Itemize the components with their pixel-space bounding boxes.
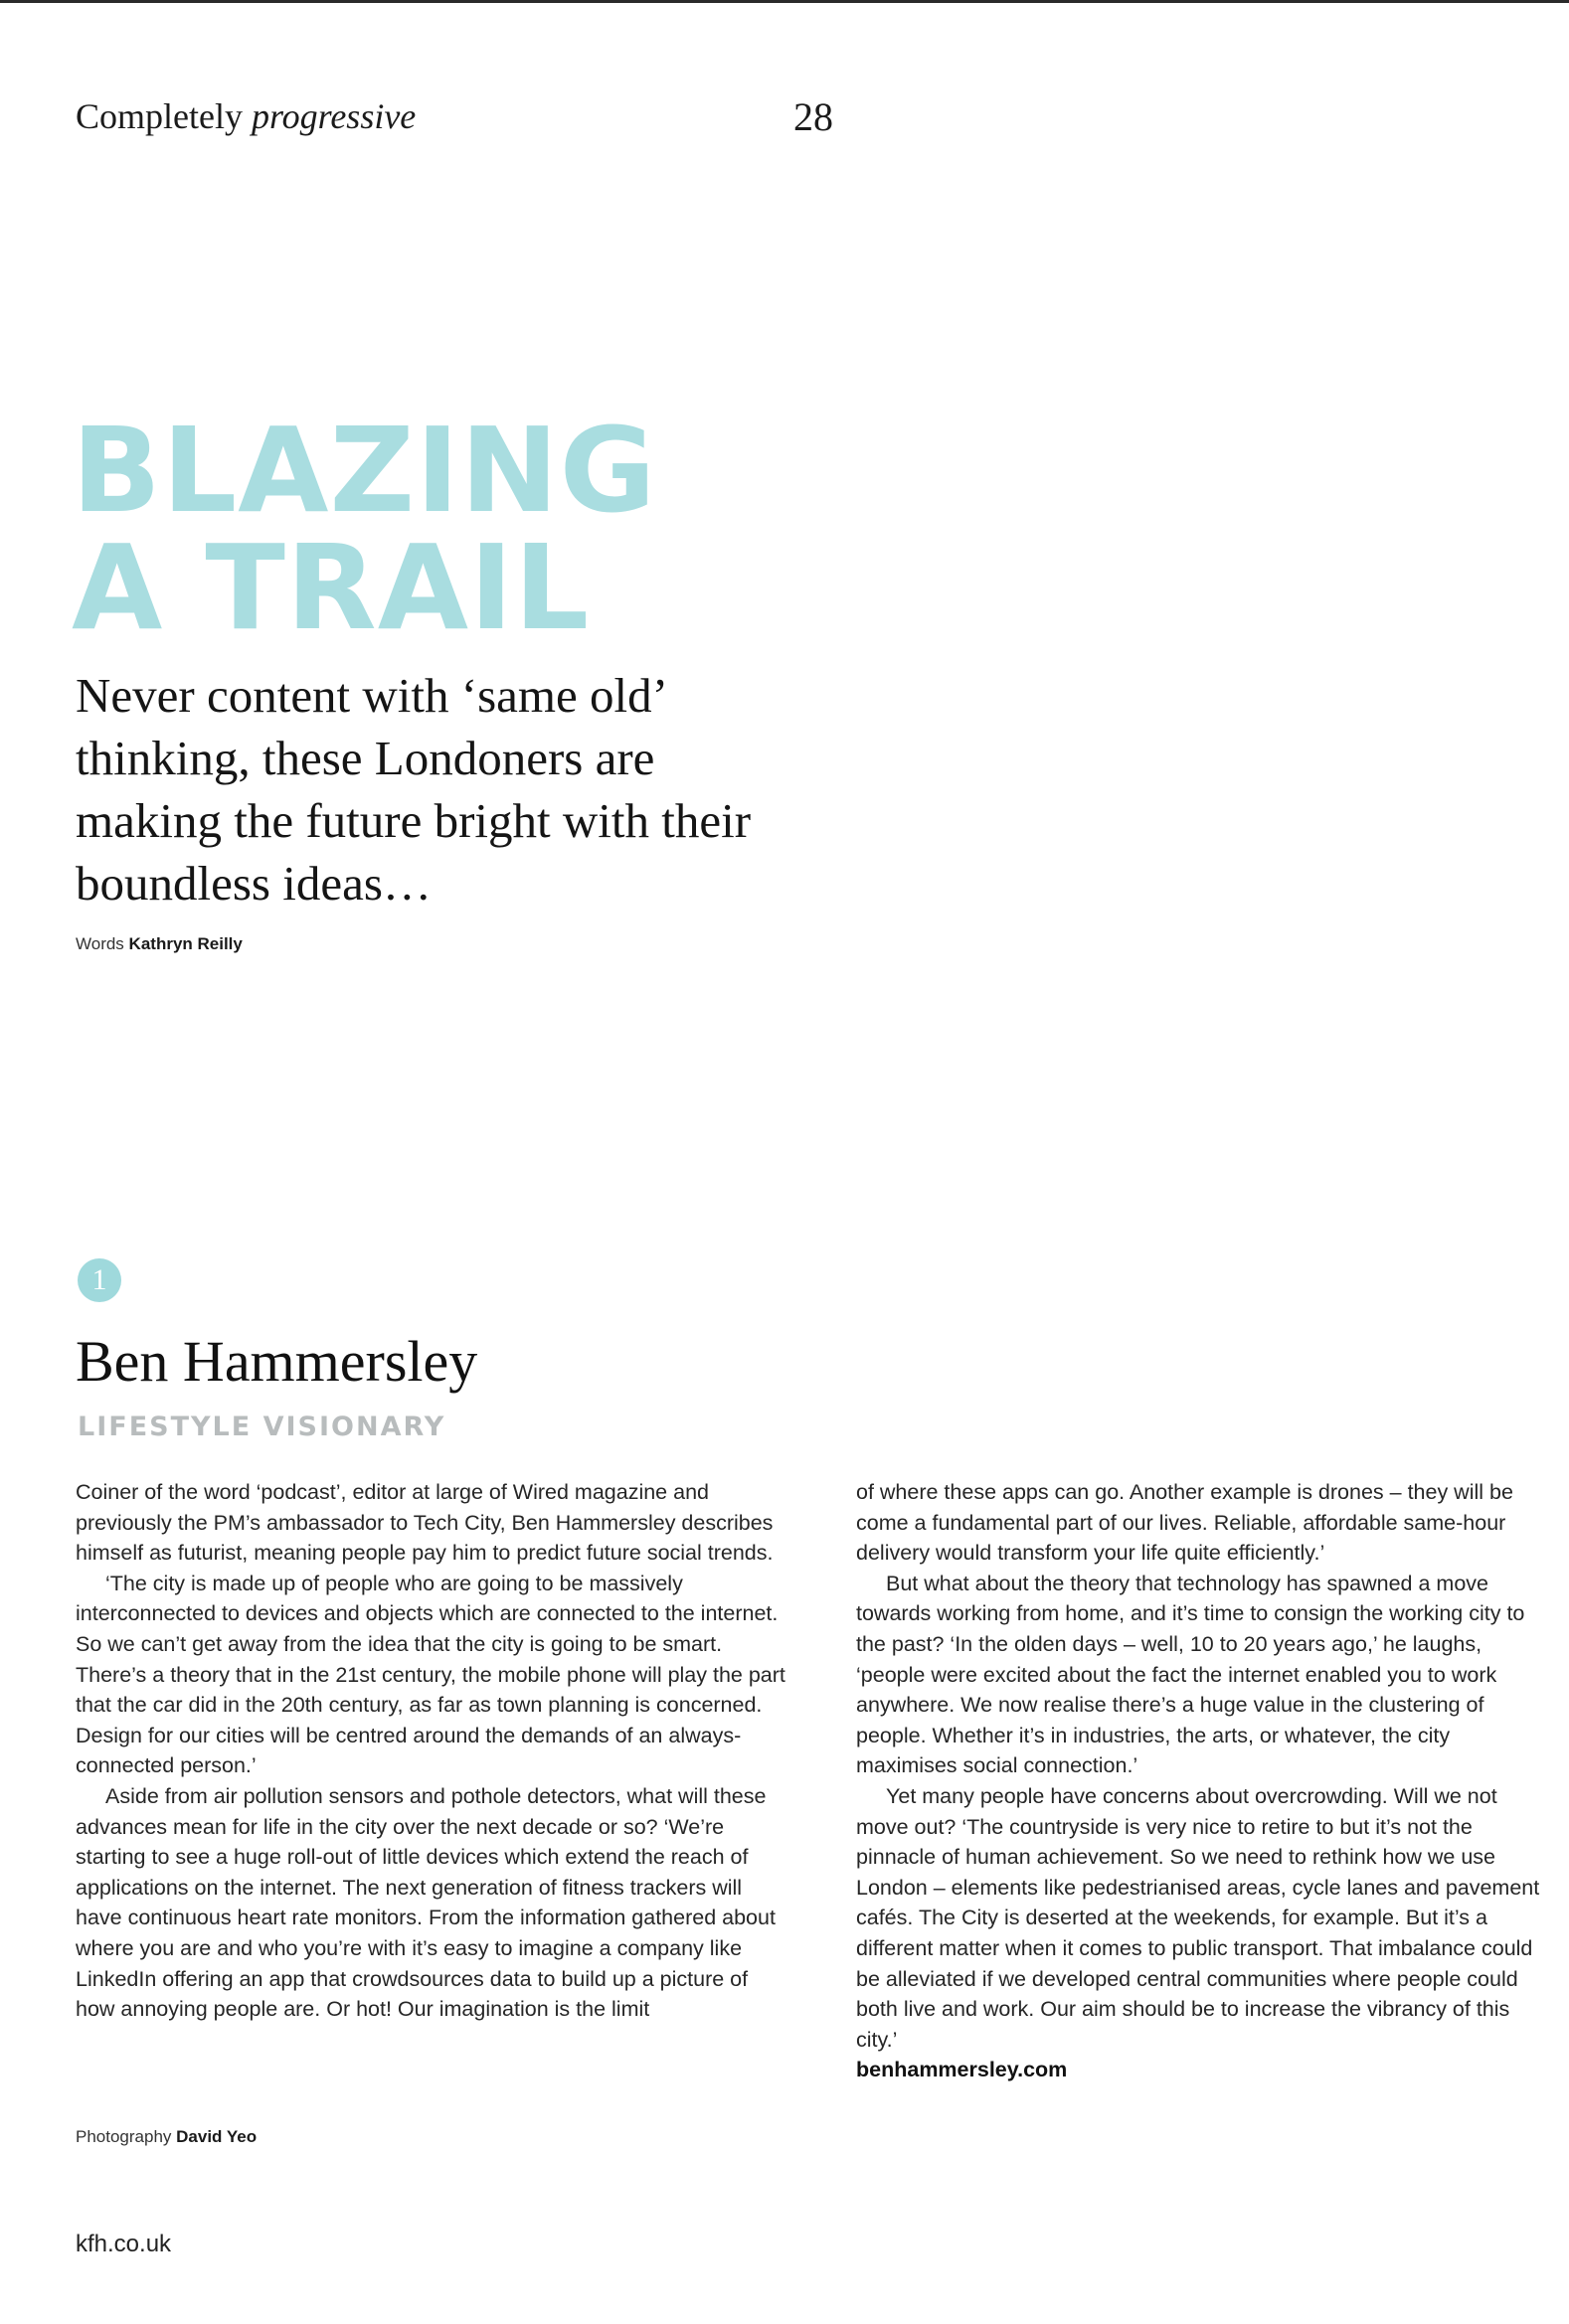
photo-credit bbox=[76, 2127, 257, 2147]
footer-url[interactable]: kfh.co.uk bbox=[76, 2231, 172, 2257]
running-header bbox=[76, 95, 416, 137]
top-rule bbox=[0, 0, 1569, 3]
body-paragraph: ‘The city is made up of people who are going to be massively interconnected to devices and objects which are connected to the internet. So we can’t get away from the idea that the city is going to be smart. There’s a theory that in the 21st century, the mobile phone will play the part that the car did in the 20th century, as far as town planning is concerned. Design for our cities will be centred around the demands of an always-connected person.’ bbox=[76, 1571, 785, 1778]
profile-role: LIFESTYLE VISIONARY bbox=[78, 1411, 446, 1442]
body-paragraph: Aside from air pollution sensors and pothole detectors, what will these advances mean for life in the city over the next decade or so? ‘We’re starting to see a huge roll-out of little devices which extend the reach of applications on the internet. The next generation of fitness trackers will have continuous heart rate monitors. From the information gathered about where you are and who you’re with it’s easy to imagine a company like LinkedIn offering an app that crowdsources data to build up a picture of how annoying people are. Or hot! Our imagination is the limit bbox=[76, 1783, 776, 2022]
body-paragraph: Coiner of the word ‘podcast’, editor at large of Wired magazine and previously the PM’s ambassador to Tech City, Ben Hammersley describes himself as futurist, meaning people pay him to predict future social trends. bbox=[76, 1480, 774, 1566]
profile-number-badge: 1 bbox=[78, 1258, 121, 1302]
headline-line-1: BLAZING bbox=[72, 402, 657, 539]
profile-name: Ben Hammersley bbox=[76, 1329, 478, 1394]
photo-credit-name: David Yeo bbox=[176, 2127, 258, 2146]
headline bbox=[72, 402, 657, 656]
body-paragraph: of where these apps can go. Another example is drones – they will be come a fundamental part of our lives. Reliable, affordable same-hour delivery would transform your life quite efficiently.’ bbox=[856, 1480, 1513, 1566]
headline-line-2: A TRAIL bbox=[72, 519, 591, 656]
body-paragraph: Yet many people have concerns about overcrowding. Will we not move out? ‘The countryside is very nice to retire to but it’s not the pinnacle of human achievement. So we need to rethink how we use London – elements like pedestrianised areas, cycle lanes and pavement cafés. The City is deserted at the weekends, for example. But it’s a different matter when it comes to public transport. That imbalance could be alleviated if we developed central communities where people could both live and work. Our aim should be to increase the vibrancy of this city.’ bbox=[856, 1783, 1540, 2052]
standfirst: Never content with ‘same old’ thinking, these Londoners are making the future bright with their boundless ideas… bbox=[76, 668, 752, 911]
photo-credit-label: Photography bbox=[76, 2127, 172, 2146]
body-column-right bbox=[856, 1477, 1552, 2085]
section-title: Completely bbox=[76, 96, 243, 136]
website-link[interactable]: benhammersley.com bbox=[856, 2058, 1068, 2082]
body-column-left bbox=[76, 1477, 791, 2025]
byline bbox=[76, 934, 243, 954]
byline-author: Kathryn Reilly bbox=[128, 934, 243, 953]
body-paragraph: But what about the theory that technology has spawned a move towards working from home, and it’s time to consign the working city to the past? ‘In the olden days – well, 10 to 20 years ago,’ he laughs, ‘people were excited about the fact the internet enabled you to work anywhere. We now realise there’s a huge value in the clustering of people. Whether it’s in industries, the arts, or whatever, the city maximises social connection.’ bbox=[856, 1571, 1525, 1778]
section-title-italic: progressive bbox=[251, 96, 417, 136]
byline-label: Words bbox=[76, 934, 124, 953]
page-number: 28 bbox=[793, 94, 833, 139]
